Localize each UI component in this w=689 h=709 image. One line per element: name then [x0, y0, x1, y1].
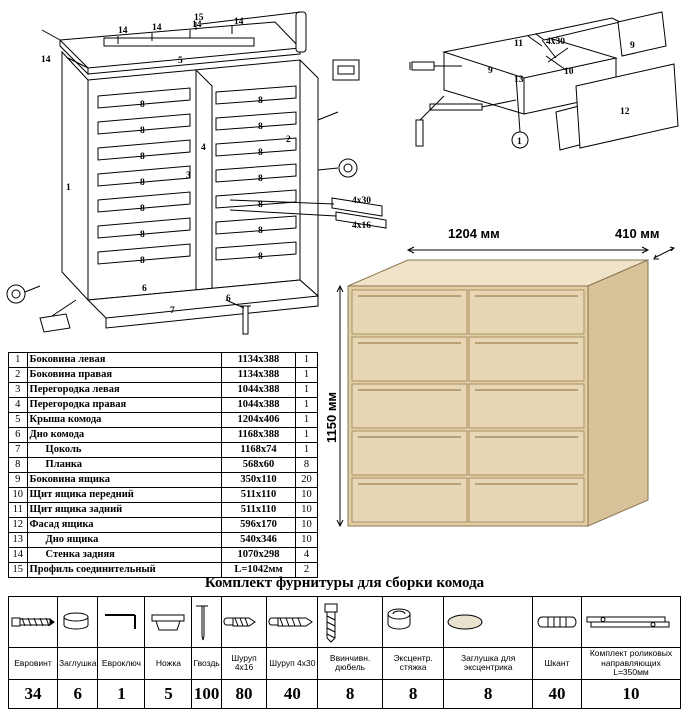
table-row [9, 473, 318, 488]
svg-text:5: 5 [178, 56, 183, 66]
part-dimension: 1168x74 [222, 443, 296, 458]
kit-item-count: 5 [145, 679, 192, 708]
part-number: 3 [9, 383, 28, 398]
kit-item-label: Шуруп 4х16 [221, 648, 267, 680]
kit-item-label: Евроключ [98, 648, 145, 680]
svg-text:8: 8 [140, 204, 145, 214]
svg-text:14: 14 [192, 20, 202, 30]
screw-in-dowel-icon [318, 597, 382, 648]
svg-text:8: 8 [140, 126, 145, 136]
cap-icon [58, 597, 98, 648]
hardware-kit-table [8, 596, 681, 709]
table-row [9, 443, 318, 458]
kit-item-label: Ввинчивн. дюбель [318, 648, 382, 680]
part-number: 4 [9, 398, 28, 413]
kit-item-label: Комплект роликовых направляющих L=350мм [582, 648, 681, 680]
part-quantity: 1 [295, 353, 317, 368]
part-number: 15 [9, 563, 28, 578]
kit-item-label: Шуруп 4х30 [267, 648, 318, 680]
part-dimension: 568x60 [222, 458, 296, 473]
part-name: Цоколь [27, 443, 222, 458]
svg-text:2: 2 [286, 135, 291, 145]
svg-text:8: 8 [258, 174, 263, 184]
part-quantity: 1 [295, 383, 317, 398]
part-quantity: 1 [295, 428, 317, 443]
svg-text:10: 10 [564, 67, 574, 77]
table-row [9, 488, 318, 503]
kit-item-count: 1 [98, 679, 145, 708]
svg-text:3: 3 [186, 171, 191, 181]
svg-text:9: 9 [630, 41, 635, 51]
table-row [9, 353, 318, 368]
part-quantity: 10 [295, 518, 317, 533]
part-name: Фасад ящика [27, 518, 222, 533]
table-row [9, 533, 318, 548]
svg-text:8: 8 [140, 230, 145, 240]
svg-text:14: 14 [118, 26, 128, 36]
kit-item-count: 10 [582, 679, 681, 708]
part-name: Стенка задняя [27, 548, 222, 563]
part-number: 10 [9, 488, 28, 503]
part-name: Профиль соединительный [27, 563, 222, 578]
part-quantity: 4 [295, 548, 317, 563]
part-dimension: 1134x388 [222, 353, 296, 368]
kit-item-count: 34 [9, 679, 58, 708]
table-row [9, 548, 318, 563]
part-name: Дно комода [27, 428, 222, 443]
part-quantity: 1 [295, 368, 317, 383]
table-row [9, 413, 318, 428]
svg-text:8: 8 [258, 148, 263, 158]
svg-text:1: 1 [66, 183, 71, 193]
table-row [9, 383, 318, 398]
euro-key-icon [98, 597, 145, 648]
svg-text:12: 12 [620, 107, 630, 117]
part-name: Перегородка правая [27, 398, 222, 413]
part-dimension: 350x110 [222, 473, 296, 488]
svg-text:6: 6 [226, 294, 231, 304]
svg-text:7: 7 [170, 306, 175, 316]
part-quantity: 2 [295, 563, 317, 578]
kit-item-label: Гвоздь [192, 648, 221, 680]
table-row [9, 458, 318, 473]
part-number: 1 [9, 353, 28, 368]
kit-item-label: Заглушка [58, 648, 98, 680]
screw-4x30-icon [267, 597, 318, 648]
kit-item-count: 40 [532, 679, 581, 708]
part-number: 7 [9, 443, 28, 458]
svg-text:8: 8 [258, 122, 263, 132]
svg-text:8: 8 [140, 100, 145, 110]
svg-text:14: 14 [41, 55, 51, 65]
part-name: Щит ящика задний [27, 503, 222, 518]
height-dimension-label: 1150 мм [324, 391, 339, 443]
part-name: Боковина ящика [27, 473, 222, 488]
part-name: Дно ящика [27, 533, 222, 548]
svg-text:4: 4 [201, 143, 206, 153]
part-quantity: 1 [295, 398, 317, 413]
table-row [9, 518, 318, 533]
kit-item-count: 6 [58, 679, 98, 708]
part-dimension: 511x110 [222, 503, 296, 518]
part-dimension: 1204x406 [222, 413, 296, 428]
parts-table [8, 352, 318, 578]
svg-text:8: 8 [258, 226, 263, 236]
svg-text:15: 15 [194, 13, 204, 23]
part-number: 11 [9, 503, 28, 518]
part-number: 5 [9, 413, 28, 428]
kit-item-count: 100 [192, 679, 221, 708]
svg-text:4x30: 4x30 [546, 37, 565, 47]
kit-item-count: 8 [382, 679, 444, 708]
svg-text:4x30: 4x30 [352, 196, 371, 206]
part-dimension: 1134x388 [222, 368, 296, 383]
kit-item-count: 80 [221, 679, 267, 708]
svg-text:1: 1 [517, 137, 522, 147]
svg-text:4x16: 4x16 [352, 221, 371, 231]
part-quantity: 1 [295, 413, 317, 428]
width-dimension-label: 1204 мм [448, 226, 500, 241]
part-number: 12 [9, 518, 28, 533]
part-dimension: 511x110 [222, 488, 296, 503]
kit-title: Комплект фурнитуры для сборки комода [204, 575, 485, 591]
part-dimension: 596x170 [222, 518, 296, 533]
part-number: 13 [9, 533, 28, 548]
kit-item-label: Ножка [145, 648, 192, 680]
table-row [9, 398, 318, 413]
foot-icon [145, 597, 192, 648]
part-dimension: 1070x298 [222, 548, 296, 563]
svg-text:8: 8 [258, 96, 263, 106]
part-quantity: 10 [295, 503, 317, 518]
part-dimension: 540x346 [222, 533, 296, 548]
svg-text:14: 14 [234, 17, 244, 27]
part-number: 14 [9, 548, 28, 563]
kit-item-label: Шкант [532, 648, 581, 680]
svg-text:6: 6 [142, 284, 147, 294]
part-name: Перегородка левая [27, 383, 222, 398]
svg-text:8: 8 [140, 256, 145, 266]
euro-screw-icon [9, 597, 58, 648]
part-name: Боковина левая [27, 353, 222, 368]
part-name: Планка [27, 458, 222, 473]
part-dimension: 1044x388 [222, 383, 296, 398]
kit-item-count: 8 [444, 679, 533, 708]
svg-text:11: 11 [514, 39, 523, 49]
part-number: 6 [9, 428, 28, 443]
kit-item-label: Евровинт [9, 648, 58, 680]
drawer-detail-diagram [396, 0, 689, 170]
part-dimension: 1044x388 [222, 398, 296, 413]
part-number: 9 [9, 473, 28, 488]
kit-item-count: 40 [267, 679, 318, 708]
part-dimension: 1168x388 [222, 428, 296, 443]
eccentric-cap-icon [444, 597, 533, 648]
svg-text:14: 14 [152, 23, 162, 33]
part-name: Щит ящика передний [27, 488, 222, 503]
screw-4x16-icon [221, 597, 267, 648]
kit-item-label: Заглушка для эксцентрика [444, 648, 533, 680]
svg-text:8: 8 [258, 252, 263, 262]
part-quantity: 8 [295, 458, 317, 473]
table-row [9, 428, 318, 443]
dowel-icon [532, 597, 581, 648]
kit-item-count: 8 [318, 679, 382, 708]
eccentric-tie-icon [382, 597, 444, 648]
svg-text:13: 13 [514, 75, 524, 85]
svg-text:8: 8 [140, 152, 145, 162]
part-name: Боковина правая [27, 368, 222, 383]
roller-slides-icon [582, 597, 681, 648]
table-row [9, 503, 318, 518]
svg-text:8: 8 [258, 200, 263, 210]
part-quantity: 1 [295, 443, 317, 458]
depth-dimension-label: 410 мм [615, 226, 660, 241]
part-number: 8 [9, 458, 28, 473]
part-quantity: 20 [295, 473, 317, 488]
part-quantity: 10 [295, 533, 317, 548]
svg-text:8: 8 [140, 178, 145, 188]
kit-item-label: Эксцентр. стяжка [382, 648, 444, 680]
part-number: 2 [9, 368, 28, 383]
svg-text:9: 9 [488, 66, 493, 76]
table-row [9, 368, 318, 383]
part-name: Крыша комода [27, 413, 222, 428]
part-dimension: L=1042мм [222, 563, 296, 578]
part-quantity: 10 [295, 488, 317, 503]
nail-icon [192, 597, 221, 648]
